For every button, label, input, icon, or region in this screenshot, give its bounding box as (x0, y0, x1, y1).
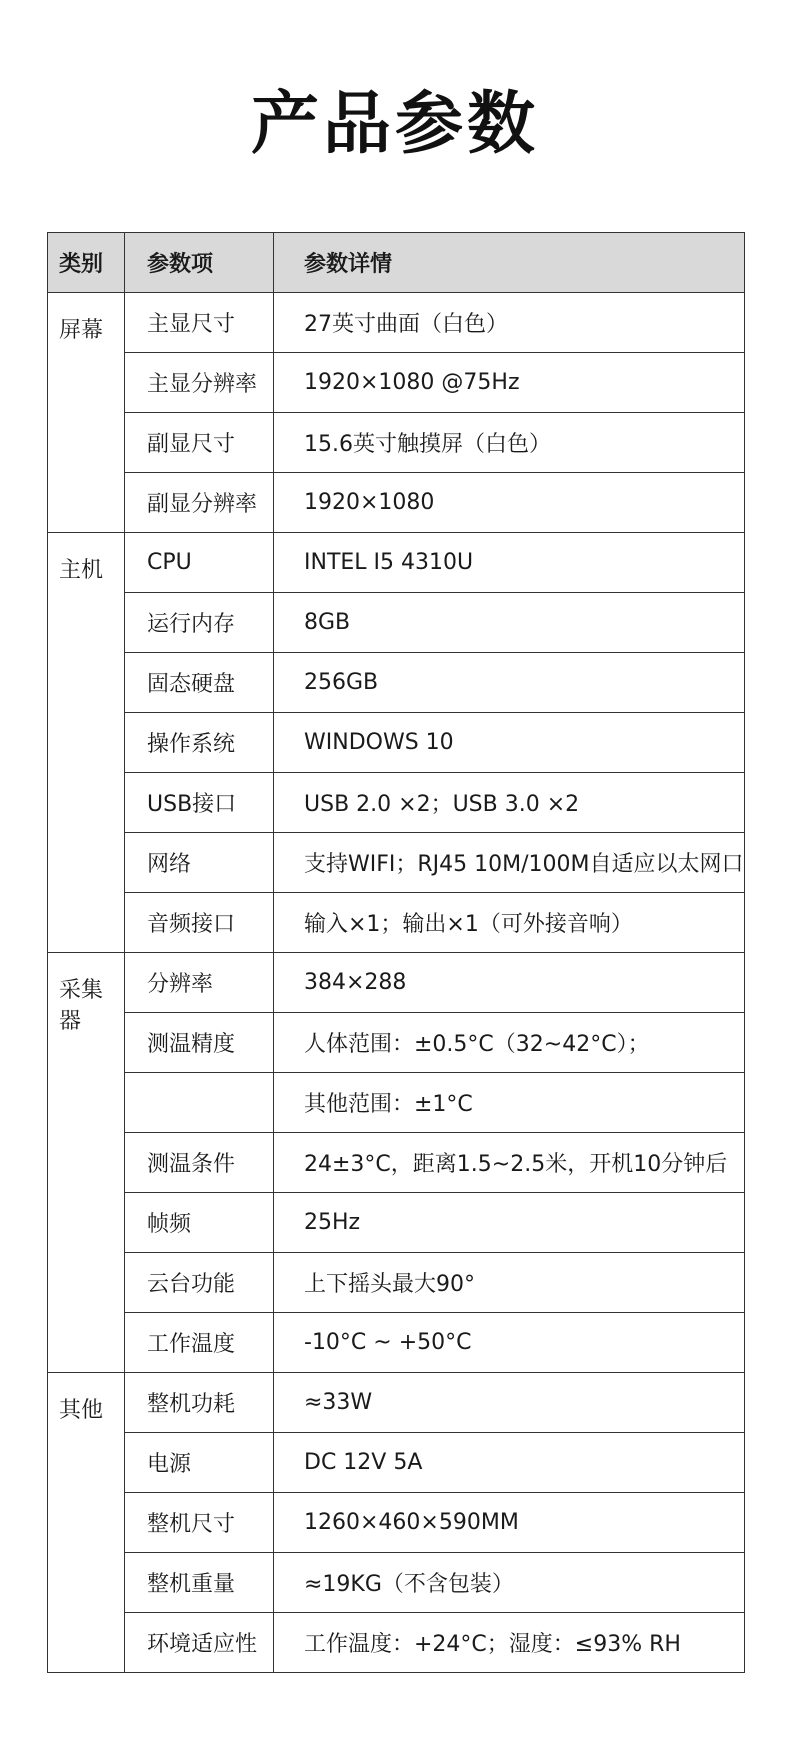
param-cell: 整机功耗 (125, 1373, 274, 1433)
detail-cell: 25Hz (274, 1193, 745, 1253)
detail-cell: 8GB (274, 593, 745, 653)
detail-cell: 256GB (274, 653, 745, 713)
detail-cell: 24±3°C，距离1.5~2.5米，开机10分钟后 (274, 1133, 745, 1193)
param-cell: 主显尺寸 (125, 293, 274, 353)
param-cell: 工作温度 (125, 1313, 274, 1373)
spec-table (47, 232, 745, 1673)
detail-cell: 1260×460×590MM (274, 1493, 745, 1553)
table-row (48, 1193, 745, 1253)
table-row (48, 473, 745, 533)
param-cell: 测温精度 (125, 1013, 274, 1073)
param-cell: 分辨率 (125, 953, 274, 1013)
table-row (48, 833, 745, 893)
detail-cell: 上下摇头最大90° (274, 1253, 745, 1313)
table-row (48, 533, 745, 593)
detail-cell: ≈19KG（不含包装） (274, 1553, 745, 1613)
table-row (48, 413, 745, 473)
detail-cell: 支持WIFI；RJ45 10M/100M自适应以太网口 (274, 833, 745, 893)
table-row (48, 953, 745, 1013)
table-body (48, 293, 745, 1673)
category-cell: 屏幕 (48, 293, 125, 533)
param-cell: 操作系统 (125, 713, 274, 773)
table-row (48, 1493, 745, 1553)
param-cell: 音频接口 (125, 893, 274, 953)
detail-cell: 工作温度：+24°C；湿度：≤93% RH (274, 1613, 745, 1673)
table-row (48, 353, 745, 413)
detail-cell: 人体范围：±0.5°C（32~42°C）； (274, 1013, 745, 1073)
header-param: 参数项 (125, 233, 274, 293)
detail-cell: -10°C ~ +50°C (274, 1313, 745, 1373)
param-cell: CPU (125, 533, 274, 593)
table-header-row (48, 233, 745, 293)
param-cell: 副显分辨率 (125, 473, 274, 533)
detail-cell: WINDOWS 10 (274, 713, 745, 773)
table-row (48, 713, 745, 773)
detail-cell: USB 2.0 ×2；USB 3.0 ×2 (274, 773, 745, 833)
detail-cell: 1920×1080 (274, 473, 745, 533)
category-cell: 其他 (48, 1373, 125, 1673)
table-row (48, 1133, 745, 1193)
detail-cell: ≈33W (274, 1373, 745, 1433)
table-row (48, 1553, 745, 1613)
detail-cell: 384×288 (274, 953, 745, 1013)
detail-cell: INTEL I5 4310U (274, 533, 745, 593)
category-cell: 采集器 (48, 953, 125, 1373)
detail-cell: 1920×1080 @75Hz (274, 353, 745, 413)
category-cell: 主机 (48, 533, 125, 953)
param-cell: 电源 (125, 1433, 274, 1493)
header-detail: 参数详情 (274, 233, 745, 293)
detail-cell: 输入×1；输出×1（可外接音响） (274, 893, 745, 953)
table-row (48, 773, 745, 833)
table-row (48, 593, 745, 653)
table-row (48, 1073, 745, 1133)
header-category: 类别 (48, 233, 125, 293)
table-row (48, 1253, 745, 1313)
detail-cell: 15.6英寸触摸屏（白色） (274, 413, 745, 473)
page-title: 产品参数 (250, 85, 539, 164)
detail-cell: 其他范围：±1°C (274, 1073, 745, 1133)
table-row (48, 1313, 745, 1373)
table-row (48, 893, 745, 953)
param-cell: 帧频 (125, 1193, 274, 1253)
table-row (48, 1373, 745, 1433)
detail-cell: 27英寸曲面（白色） (274, 293, 745, 353)
param-cell: 网络 (125, 833, 274, 893)
table-row (48, 653, 745, 713)
param-cell (125, 1073, 274, 1133)
param-cell: 固态硬盘 (125, 653, 274, 713)
table-row (48, 1013, 745, 1073)
param-cell: USB接口 (125, 773, 274, 833)
table-row (48, 1433, 745, 1493)
param-cell: 副显尺寸 (125, 413, 274, 473)
param-cell: 整机尺寸 (125, 1493, 274, 1553)
param-cell: 云台功能 (125, 1253, 274, 1313)
table-row (48, 293, 745, 353)
param-cell: 主显分辨率 (125, 353, 274, 413)
detail-cell: DC 12V 5A (274, 1433, 745, 1493)
param-cell: 整机重量 (125, 1553, 274, 1613)
param-cell: 环境适应性 (125, 1613, 274, 1673)
param-cell: 测温条件 (125, 1133, 274, 1193)
param-cell: 运行内存 (125, 593, 274, 653)
table-row (48, 1613, 745, 1673)
